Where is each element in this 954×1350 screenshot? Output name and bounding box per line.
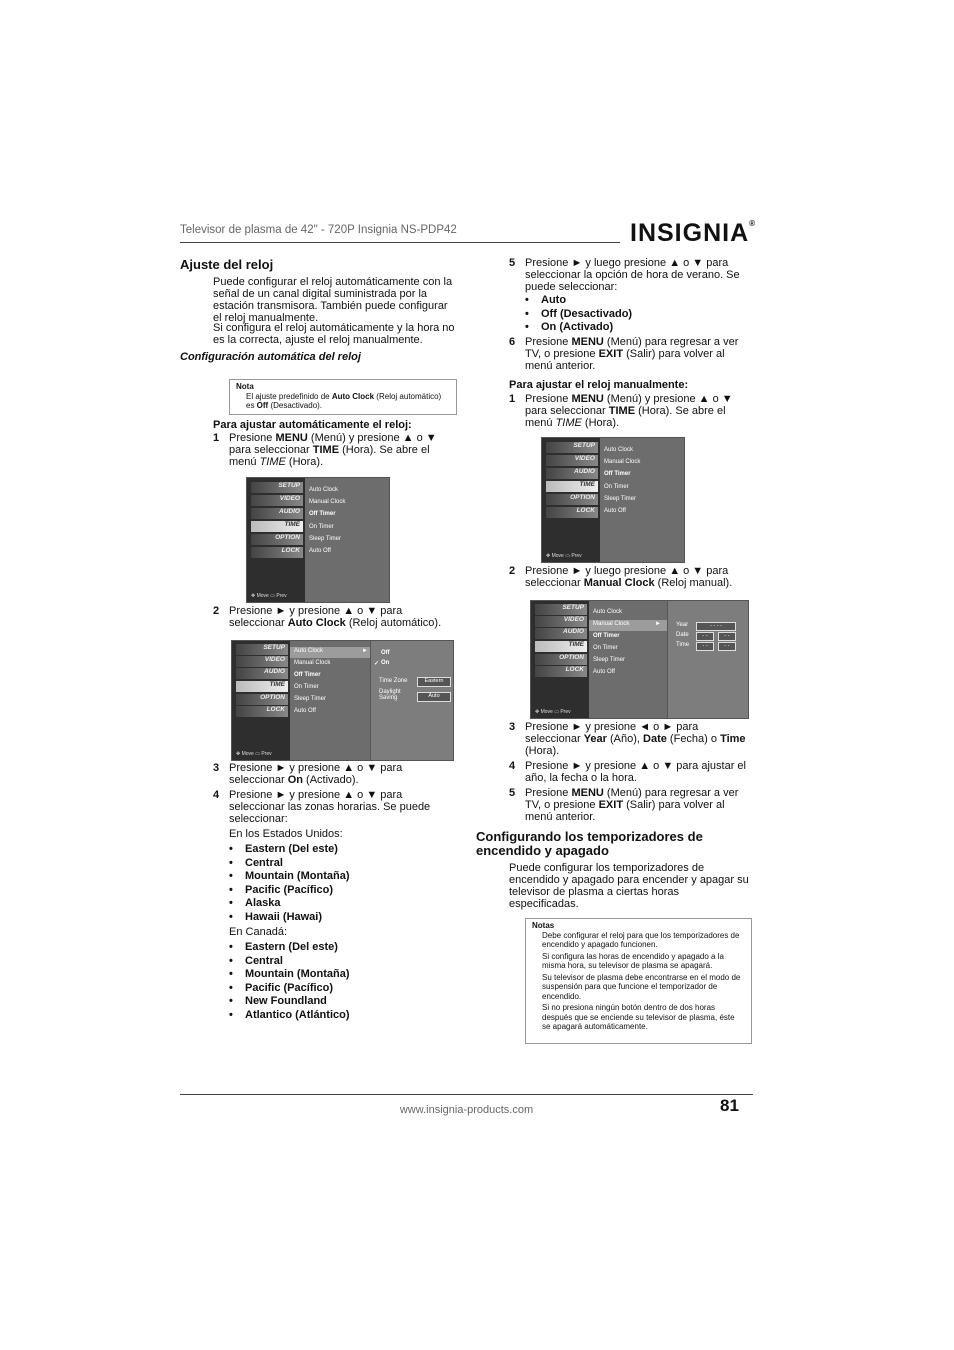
menu-cat-lock: LOCK	[236, 706, 288, 717]
list-item: • Central	[229, 955, 350, 969]
list-item: • Mountain (Montaña)	[229, 870, 349, 884]
menu-items	[600, 438, 684, 562]
menu-item-manual-clock: Manual Clock	[604, 459, 641, 465]
manual-step-1: 1 Presione MENU (Menú) y presione ▲ o ▼ para seleccionar TIME (Hora). Se abre el menú TIME (Hora).	[509, 393, 733, 429]
menu-cat-time: TIME	[546, 481, 598, 492]
note-item: Si configura las horas de encendido y apagado a la misma hora, su televisor de plasma se apagará.	[542, 951, 724, 970]
menu-item-auto-clock: Auto Clock	[309, 487, 339, 493]
menu-item-on-timer: On Timer	[294, 684, 319, 690]
daylight-saving-value: Auto	[417, 692, 451, 702]
option-off: Off	[381, 650, 390, 656]
menu-item-manual-clock: Manual Clock	[593, 621, 630, 627]
menu-sidebar	[247, 478, 305, 602]
list-item: • Hawaii (Hawai)	[229, 911, 349, 925]
menu-cat-audio: AUDIO	[535, 628, 587, 639]
footer-url: www.insignia-products.com	[399, 1104, 534, 1116]
list-item: • Mountain (Montaña)	[229, 968, 350, 982]
menu-cat-audio: AUDIO	[251, 508, 303, 519]
procedure-title: Para ajustar automáticamente el reloj:	[213, 419, 412, 431]
menu-item-on-timer: On Timer	[309, 524, 334, 530]
menu-item-off-timer: Off Timer	[604, 471, 631, 477]
daylight-saving-label: Daylight Saving	[379, 689, 401, 701]
menu-item-auto-off: Auto Off	[294, 708, 316, 714]
dst-option-list	[525, 294, 632, 335]
list-item: • Eastern (Del este)	[229, 843, 349, 857]
step-2: 2 Presione ► y presione ▲ o ▼ para seleccionar Auto Clock (Reloj automático).	[213, 605, 442, 629]
time-zone-value: Eastern	[417, 677, 451, 687]
manual-clock-menu-screenshot	[530, 600, 749, 719]
menu-cat-option: OPTION	[535, 654, 587, 665]
year-value: - - - -	[696, 622, 736, 631]
menu-cat-video: VIDEO	[535, 616, 587, 627]
list-item: • Off (Desactivado)	[525, 308, 632, 322]
step-5: 5 Presione ► y luego presione ▲ o ▼ para seleccionar la opción de hora de verano. Se puede seleccionar:	[509, 257, 740, 293]
menu-sidebar	[531, 601, 589, 718]
auto-clock-menu-screenshot	[231, 640, 454, 761]
menu-cat-audio: AUDIO	[236, 668, 288, 679]
arrow-right-icon: ►	[655, 621, 661, 627]
menu-item-auto-clock: Auto Clock	[604, 447, 634, 453]
menu-cat-setup: SETUP	[251, 482, 303, 493]
menu-footer: ✥ Move ▭ Prev	[535, 709, 571, 715]
list-item: • Central	[229, 857, 349, 871]
menu-item-on-timer: On Timer	[604, 484, 629, 490]
timer-intro: Puede configurar los temporizadores de encendido y apagado para encender y apagar su televisor de plasma a ciertas horas especificadas.	[509, 862, 749, 910]
menu-cat-time: TIME	[236, 681, 288, 692]
menu-submenu	[370, 641, 453, 760]
menu-item-auto-off: Auto Off	[309, 548, 331, 554]
menu-cat-audio: AUDIO	[546, 468, 598, 479]
timer-section-title: Configurando los temporizadores de encendido y apagado	[476, 829, 703, 858]
note-box	[229, 379, 457, 415]
canada-label: En Canadá:	[229, 926, 288, 938]
intro-paragraph-1: Puede configurar el reloj automáticamente con la señal de un canal digital suministrada por la estación transmisora. También puede configurar el reloj manualmente.	[213, 276, 453, 324]
list-item: • On (Activado)	[525, 321, 632, 335]
date-day-value: - -	[718, 632, 736, 641]
menu-item-manual-clock: Manual Clock	[309, 499, 346, 505]
note-item: Debe configurar el reloj para que los temporizadores de encendido y apagado funcionen.	[542, 930, 740, 949]
menu-items	[290, 641, 370, 760]
note-item: Si no presiona ningún botón dentro de dos horas después que se enciende su televisor de plasma, éste se apagará automáticamente.	[542, 1003, 735, 1031]
option-on: On	[381, 660, 390, 666]
notes-title: Notas	[532, 921, 555, 930]
menu-cat-setup: SETUP	[546, 442, 598, 453]
date-label: Date	[676, 632, 689, 638]
menu-sidebar	[232, 641, 290, 760]
menu-footer: ✥ Move ▭ Prev	[251, 593, 287, 599]
menu-item-sleep-timer: Sleep Timer	[294, 696, 327, 702]
menu-item-off-timer: Off Timer	[294, 672, 321, 678]
list-item: • Auto	[525, 294, 632, 308]
time-minute-value: - -	[718, 642, 736, 651]
time-label: Time	[676, 642, 690, 648]
menu-cat-option: OPTION	[546, 494, 598, 505]
date-month-value: - -	[696, 632, 714, 641]
subsection-title: Configuración automática del reloj	[180, 351, 361, 363]
menu-cat-lock: LOCK	[535, 666, 587, 677]
manual-step-4: 4 Presione ► y presione ▲ o ▼ para ajustar el año, la fecha o la hora.	[509, 760, 746, 784]
menu-submenu	[667, 601, 748, 718]
menu-cat-option: OPTION	[251, 534, 303, 545]
menu-cat-video: VIDEO	[251, 495, 303, 506]
menu-item-manual-clock: Manual Clock	[294, 660, 331, 666]
list-item: • Pacific (Pacífico)	[229, 884, 349, 898]
menu-footer: ✥ Move ▭ Prev	[236, 751, 272, 757]
header-rule	[180, 242, 620, 243]
manual-step-3: 3 Presione ► y presione ◄ o ► para seleccionar Year (Año), Date (Fecha) o Time (Hora).	[509, 721, 746, 757]
brand-logo: INSIGNIA®	[630, 219, 757, 247]
manual-procedure-title: Para ajustar el reloj manualmente:	[509, 379, 689, 391]
menu-cat-setup: SETUP	[535, 604, 587, 615]
step-3: 3 Presione ► y presione ▲ o ▼ para seleccionar On (Activado).	[213, 762, 403, 786]
us-zone-list	[229, 843, 349, 925]
menu-item-sleep-timer: Sleep Timer	[593, 657, 626, 663]
page-number: 81	[720, 1096, 739, 1115]
menu-cat-lock: LOCK	[546, 507, 598, 518]
menu-cat-setup: SETUP	[236, 644, 288, 655]
us-label: En los Estados Unidos:	[229, 828, 343, 840]
menu-items	[305, 478, 389, 602]
time-hour-value: - -	[696, 642, 714, 651]
menu-footer: ✥ Move ▭ Prev	[546, 553, 582, 559]
list-item: • Alaska	[229, 897, 349, 911]
menu-cat-lock: LOCK	[251, 547, 303, 558]
time-menu-screenshot-1	[246, 477, 390, 603]
menu-item-on-timer: On Timer	[593, 645, 618, 651]
menu-cat-time: TIME	[251, 521, 303, 532]
step-6: 6 Presione MENU (Menú) para regresar a ver TV, o presione EXIT (Salir) para volver al menú anterior.	[509, 336, 739, 372]
note-text: El ajuste predefinido de Auto Clock (Reloj automático) es Off (Desactivado).	[246, 391, 442, 410]
menu-item-off-timer: Off Timer	[593, 633, 620, 639]
check-icon: ✓	[374, 661, 380, 667]
menu-cat-video: VIDEO	[546, 455, 598, 466]
menu-item-off-timer: Off Timer	[309, 511, 336, 517]
menu-item-auto-clock: Auto Clock	[593, 609, 623, 615]
header-title: Televisor de plasma de 42" - 720P Insignia NS-PDP42	[180, 224, 457, 236]
section-title: Ajuste del reloj	[180, 257, 274, 272]
list-item: • New Foundland	[229, 995, 350, 1009]
menu-item-auto-clock: Auto Clock	[294, 648, 324, 654]
manual-step-2: 2 Presione ► y luego presione ▲ o ▼ para seleccionar Manual Clock (Reloj manual).	[509, 565, 733, 589]
menu-sidebar	[542, 438, 600, 562]
time-menu-screenshot-2	[541, 437, 685, 563]
note-item: Su televisor de plasma debe encontrarse en el modo de suspensión para que funcione el temporizador de encendido.	[542, 972, 741, 1001]
brand-logo-text: INSIGNIA	[630, 219, 750, 247]
menu-cat-time: TIME	[535, 641, 587, 652]
list-item: • Eastern (Del este)	[229, 941, 350, 955]
time-zone-label: Time Zone	[379, 678, 408, 684]
menu-items	[589, 601, 667, 718]
menu-cat-video: VIDEO	[236, 656, 288, 667]
note-title: Nota	[236, 382, 254, 391]
menu-item-sleep-timer: Sleep Timer	[309, 536, 342, 542]
list-item: • Atlantico (Atlántico)	[229, 1009, 350, 1023]
step-4: 4 Presione ► y presione ▲ o ▼ para seleccionar las zonas horarias. Se puede seleccionar:	[213, 789, 431, 825]
menu-item-sleep-timer: Sleep Timer	[604, 496, 637, 502]
year-label: Year	[676, 622, 689, 628]
notes-box	[525, 918, 752, 1044]
canada-zone-list	[229, 941, 350, 1023]
arrow-right-icon: ►	[362, 648, 368, 654]
intro-paragraph-2: Si configura el reloj automáticamente y la hora no es la correcta, ajuste el reloj manualmente.	[213, 322, 455, 346]
footer-rule	[180, 1094, 753, 1095]
menu-cat-option: OPTION	[236, 694, 288, 705]
step-1: 1 Presione MENU (Menú) y presione ▲ o ▼ para seleccionar TIME (Hora). Se abre el menú TIME (Hora).	[213, 432, 437, 468]
list-item: • Pacific (Pacífico)	[229, 982, 350, 996]
manual-step-5: 5 Presione MENU (Menú) para regresar a ver TV, o presione EXIT (Salir) para volver al menú anterior.	[509, 787, 739, 823]
menu-item-auto-off: Auto Off	[604, 508, 626, 514]
menu-item-auto-off: Auto Off	[593, 669, 615, 675]
